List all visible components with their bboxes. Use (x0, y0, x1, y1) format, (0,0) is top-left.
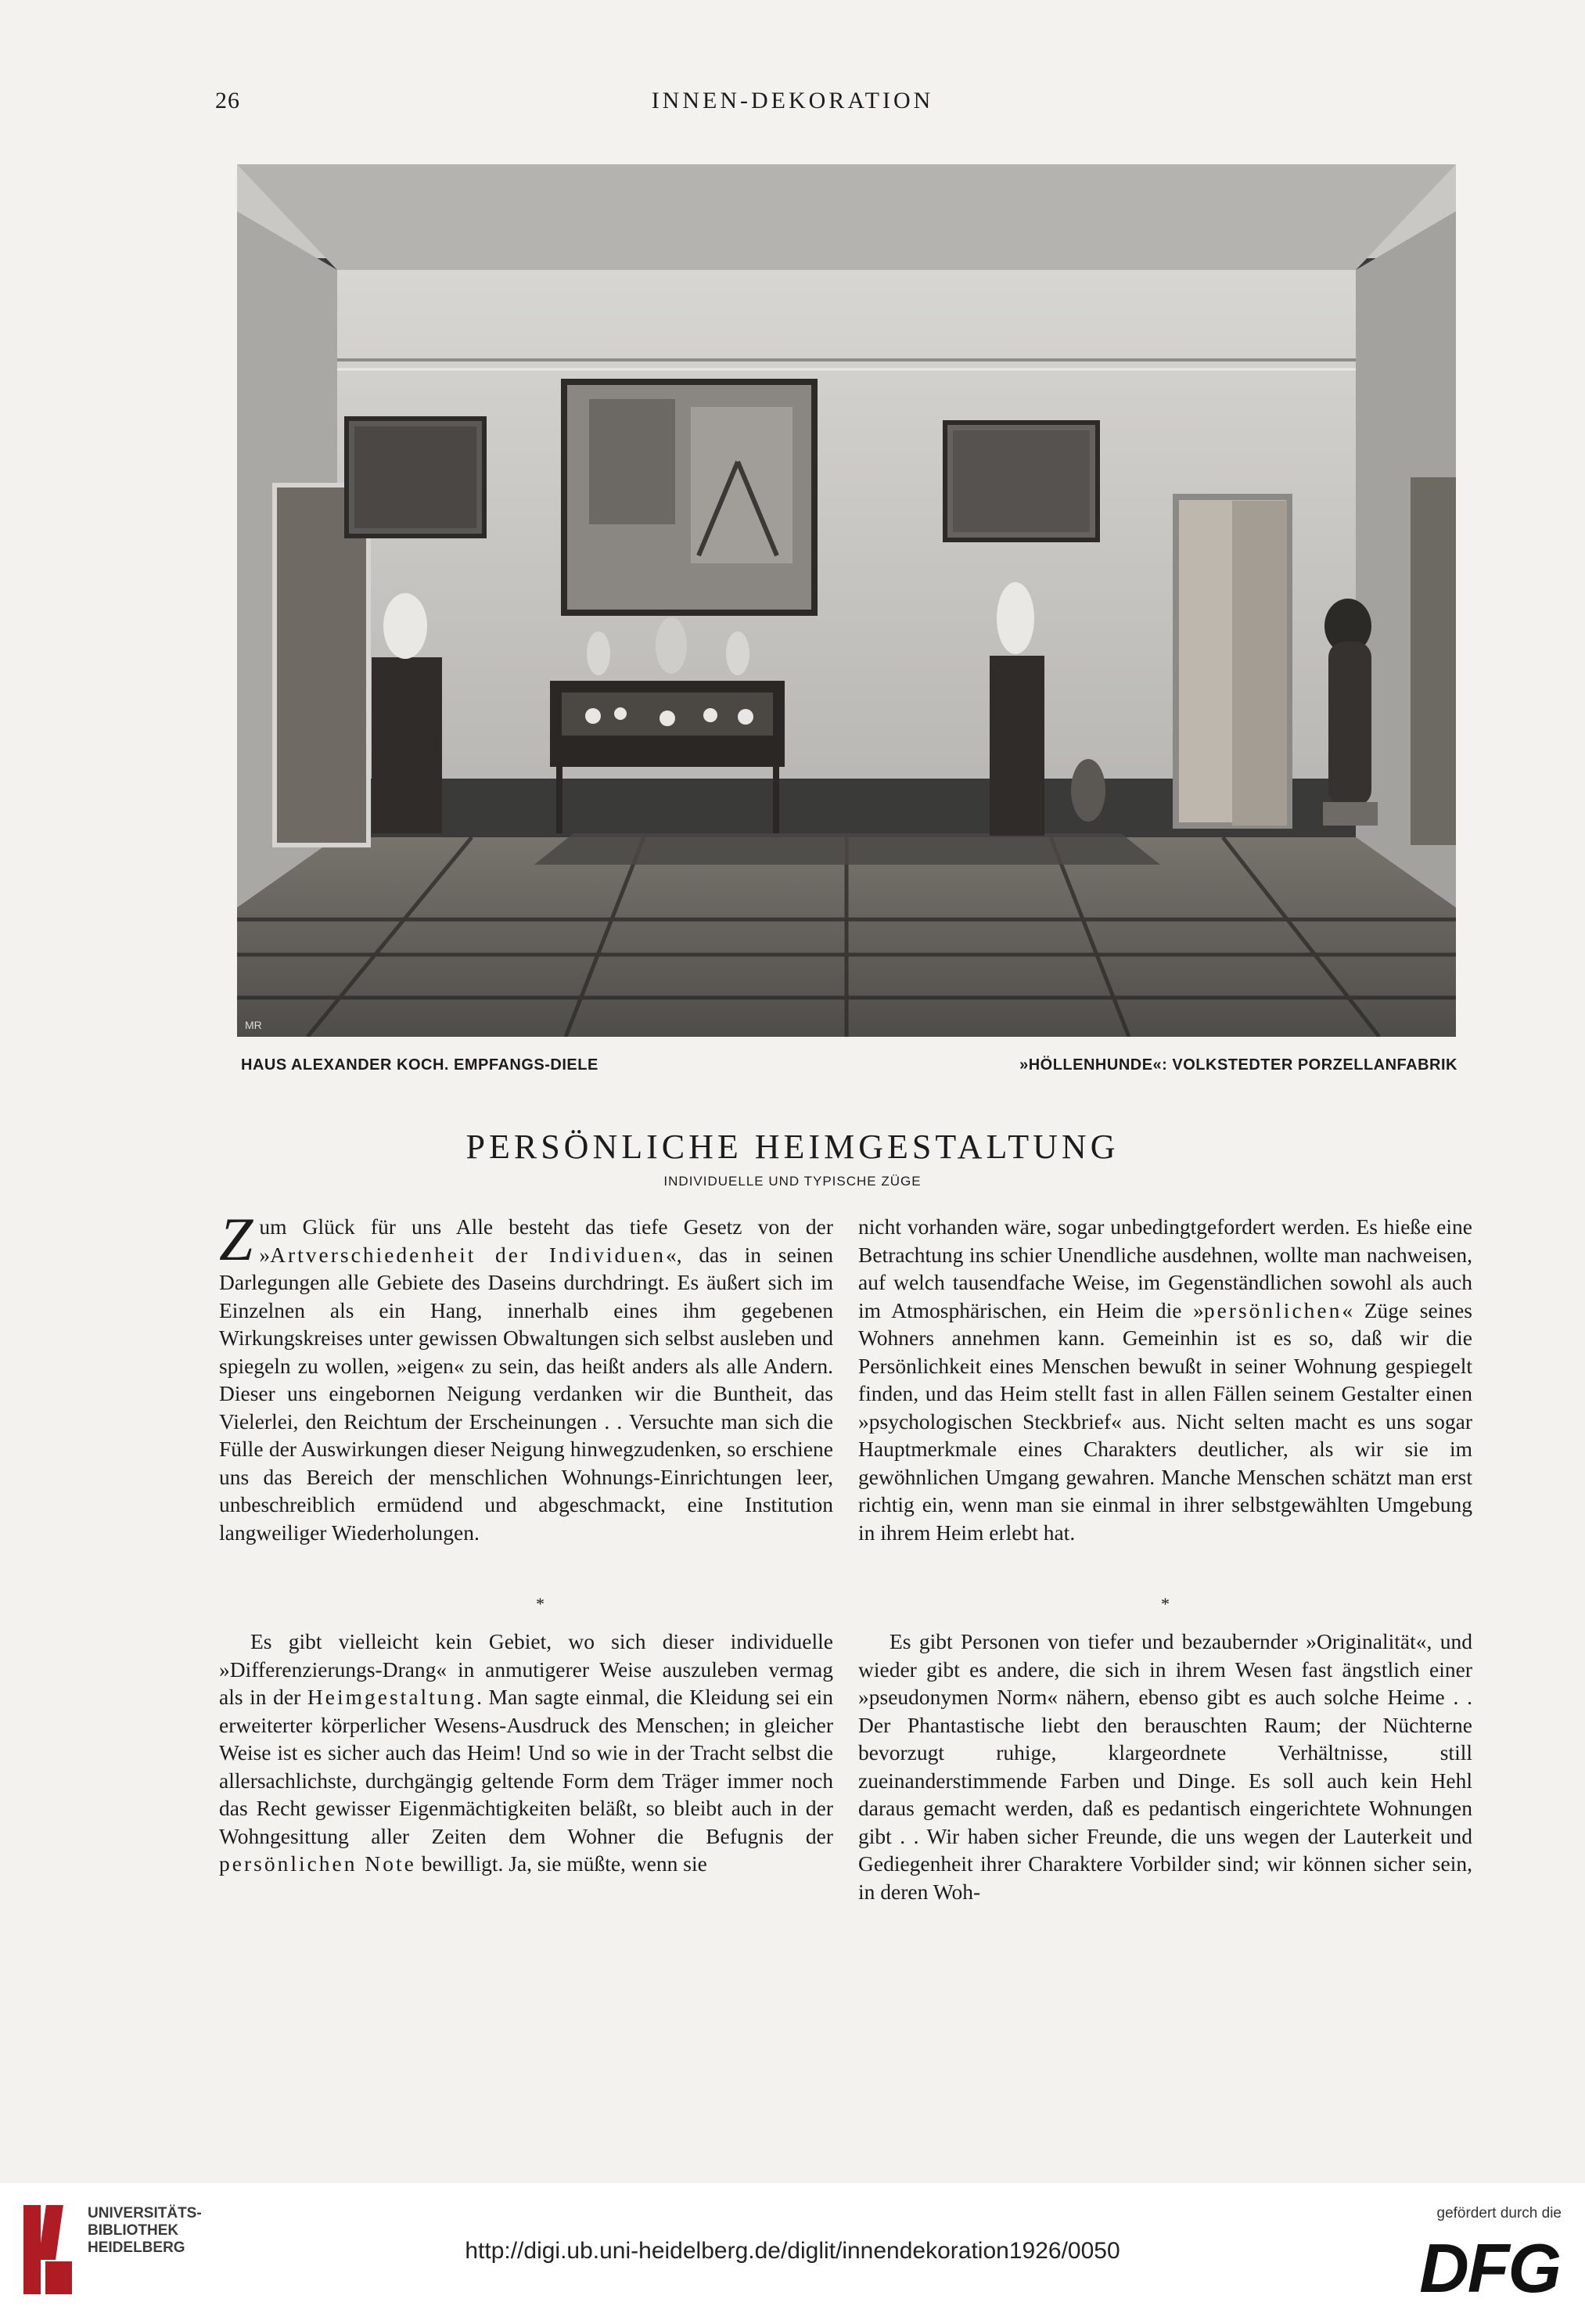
paragraph-4: Es gibt Personen von tiefer und bezaubernder »Originalität«, und wieder gibt es andere, die sich in ihrem Wesen fast ängstlich einer »pseudonymen Norm« nähern, ebenso gibt es auch solche Heime . . Der Phantastische liebt den berauschten Raum; der Nüchterne bevorzugt ruhige, klargeordnete Verhältnisse, still zueinanderstimmende Farben und Dinge. Es soll auch kein Hehl daraus gemacht werden, daß es pedantisch eingerichtete Wohnungen gibt . . Wir haben sicher Freunde, die uns wegen der Lauterkeit und Gediegenheit ihrer Charaktere Vorbilder sind; wir können sicher sein, in deren Woh- (858, 1629, 1472, 1904)
interior-photograph (237, 164, 1456, 1037)
article-title: PERSÖNLICHE HEIMGESTALTUNG (465, 1128, 1120, 1166)
column-right-top (858, 1213, 1472, 1546)
p3-text-a: Es gibt vielleicht kein Gebiet, wo sich dieser individuelle »Differenzierungs-Drang« in anmutigerer Weise auszuleben vermag als in der (219, 1629, 833, 1709)
digital-library-link[interactable]: http://digi.ub.uni-heidelberg.de/diglit/innendekoration1926/0050 (465, 2238, 1120, 2264)
caption-left: HAUS ALEXANDER KOCH. EMPFANGS-DIELE (241, 1056, 598, 1074)
page-number: 26 (215, 88, 240, 113)
section-star-right: * (1161, 1594, 1170, 1613)
column-left-bottom (219, 1628, 833, 1878)
p2-spaced-word: persönlichen (1203, 1297, 1342, 1322)
p3-text-c: bewilligt. Ja, sie müßte, wenn sie (415, 1851, 707, 1876)
p2-text-a: nicht vorhanden wäre, sogar unbedingtgefordert werden. Es hieße eine Betrachtung ins schier Unendliche ausdehnen, wollte man nachweisen, auf welch tausendfache Weise, im Gegenständlichen sowohl als auch im Atmosphärischen, ein Heim die » (858, 1214, 1472, 1322)
paragraph-3 (219, 1628, 833, 1878)
column-right-bottom (858, 1628, 1472, 1905)
library-name-line-3: HEIDELBERG (88, 2239, 185, 2256)
column-left-top (219, 1205, 833, 1546)
p1-text-a: um Glück für uns Alle besteht das tiefe Gesetz von der » (259, 1214, 833, 1267)
caption-right: »HÖLLENHUNDE«: VOLKSTEDTER PORZELLANFABRIK (1019, 1056, 1457, 1074)
dfg-logo: DFG (1419, 2229, 1560, 2307)
p2-text-b: « Züge seines Wohners annehmen kann. Gemeinhin ist es so, daß wir die Persönlichkeit eines Menschen bewußt in seiner Wohnung gespiegelt finden, und das Heim stellt fast in allen Fällen seinem Gestalter einen »psychologischen Steckbrief« aus. Nicht selten macht es uns sogar Hauptmerkmale eines Charakters deutlicher, als wir sie im gewöhnlichen Umgang gewahren. Manche Menschen schätzt man erst richtig ein, wenn man sie einmal in ihrer selbstgewählten Umgebung in ihrem Heim erlebt hat. (858, 1297, 1472, 1545)
article-subtitle: INDIVIDUELLE UND TYPISCHE ZÜGE (663, 1174, 922, 1189)
paragraph-2 (858, 1213, 1472, 1546)
p1-spaced-phrase: Artverschiedenheit der Individuen (270, 1242, 666, 1267)
p3-text-b: . Man sagte einmal, die Kleidung sei ein erweiterter körperlicher Wesens-Ausdruck des Menschen; in gleicher Weise ist es sicher auch das Heim! Und so wie in der Tracht selbst die allersachlichste, durchgängig geltende Form dem Träger immer noch das Recht gewisser Eigenmächtigkeiten beläßt, so bleibt auch in der Wohngesittung aller Zeiten dem Wohner die Befugnis der (219, 1685, 833, 1848)
paragraph-1 (219, 1205, 833, 1546)
library-name-line-2: BIBLIOTHEK (88, 2222, 179, 2239)
photo-monogram: MR (245, 1019, 262, 1031)
library-name-line-1: UNIVERSITÄTS- (88, 2205, 202, 2221)
p3-spaced-word: Heimgestaltung (307, 1685, 477, 1709)
funded-by-label: gefördert durch die (1436, 2205, 1562, 2221)
p1-text-c: «, das in seinen Darlegungen alle Gebiete des Daseins durchdringt. Es äußert sich im Einzelnen als ein Hang, innerhalb eines ihm gegebenen Wirkungskreises unter gewissen Obwaltungen sich selbst ausleben und spiegeln zu wollen, »eigen« zu sein, das heißt anders als alle Andern. Dieser uns eingebornen Neigung verdanken wir die Buntheit, das Vielerlei, den Reichtum der Erscheinungen . . Versuchte man sich die Fülle der Auswirkungen dieser Neigung hinwegzudenken, so erschiene uns das Bereich der menschlichen Wohnungs-Einrichtungen leer, unbeschreiblich ermüdend und abgeschmackt, eine Institution langweiliger Wiederholungen. (219, 1242, 833, 1545)
drop-cap: Z (219, 1205, 253, 1273)
running-head: INNEN-DEKORATION (651, 88, 934, 113)
p3-spaced-phrase: persönlichen Note (219, 1851, 416, 1876)
section-star-left: * (536, 1594, 545, 1613)
